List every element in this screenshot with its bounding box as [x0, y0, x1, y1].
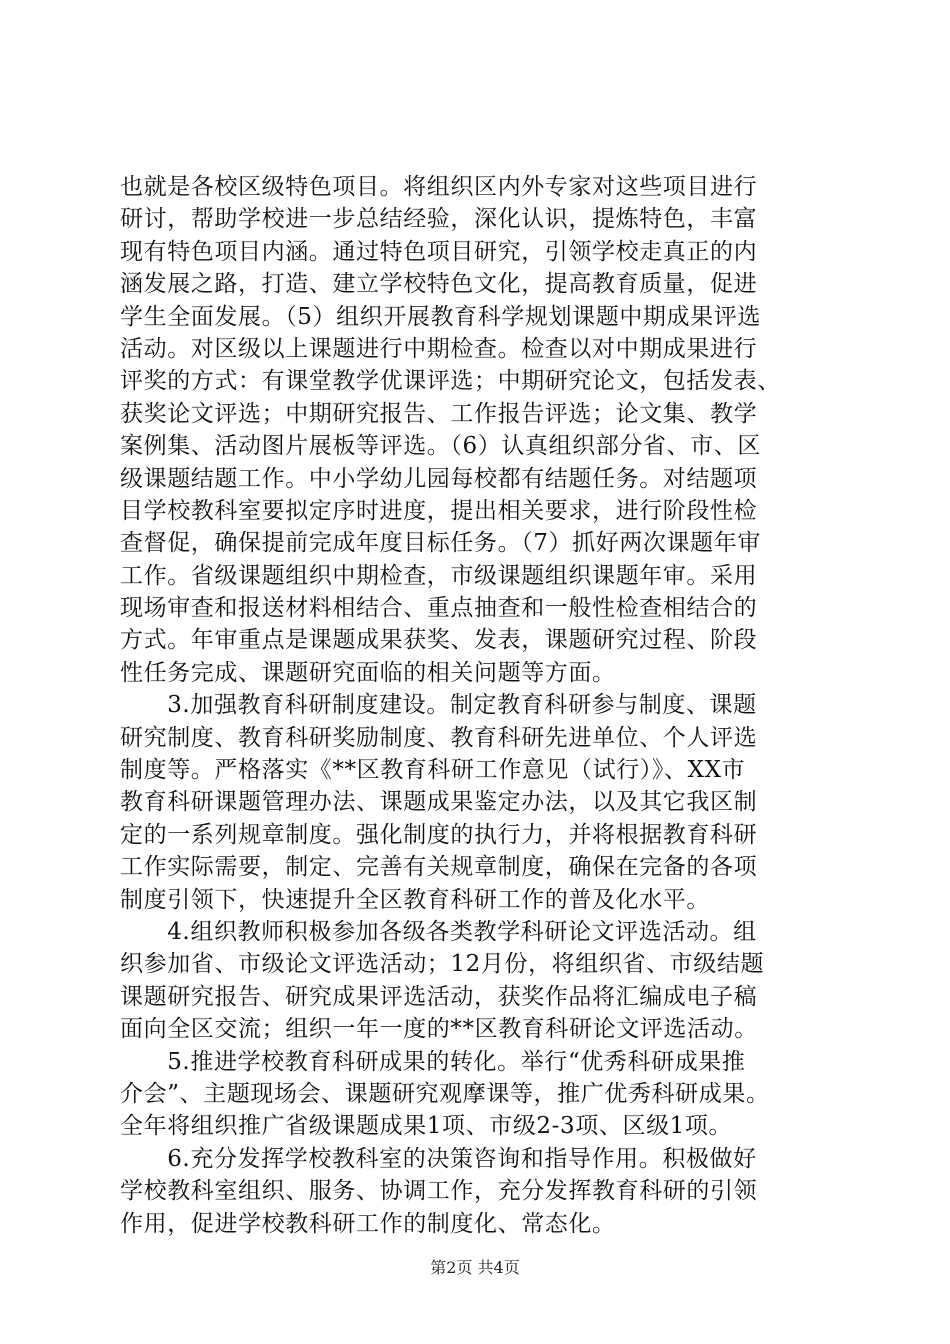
text-line: 定的一系列规章制度。强化制度的执行力，并将根据教育科研	[120, 821, 758, 848]
text-line: 研究制度、教育科研奖励制度、教育科研先进单位、个人评选	[120, 724, 758, 751]
text-line: 级课题结题工作。中小学幼儿园每校都有结题任务。对结题项	[120, 465, 758, 492]
text-line: 现有特色项目内涵。通过特色项目研究，引领学校走真正的内	[120, 238, 758, 265]
text-line: 方式。年审重点是课题成果获奖、发表，课题研究过程、阶段	[120, 627, 758, 654]
text-line: 4.组织教师积极参加各级各类教学科研论文评选活动。组	[120, 918, 757, 945]
text-line: 也就是各校区级特色项目。将组织区内外专家对这些项目进行	[120, 174, 758, 200]
text-line: 获奖论文评选；中期研究报告、工作报告评选；论文集、教学	[120, 400, 758, 427]
text-line: 制度引领下，快速提升全区教育科研工作的普及化水平。	[120, 886, 710, 913]
text-line: 5.推进学校教育科研成果的转化。举行“优秀科研成果推	[120, 1048, 746, 1075]
page-footer: 第2页 共4页	[430, 1258, 520, 1277]
text-line: 面向全区交流；组织一年一度的**区教育科研论文评选活动。	[120, 1016, 758, 1043]
text-line: 学生全面发展。（5）组织开展教育科学规划课题中期成果评选	[120, 303, 761, 330]
text-line: 介会”、主题现场会、课题研究观摩课等，推广优秀科研成果。	[120, 1080, 770, 1107]
text-line: 目学校教科室要拟定序时进度，提出相关要求，进行阶段性检	[120, 497, 758, 524]
text-line: 织参加省、市级论文评选活动；12月份，将组织省、市级结题	[120, 951, 765, 978]
text-line: 制度等。严格落实《**区教育科研工作意见（试行）》、XX市	[120, 757, 746, 784]
text-line: 工作实际需要，制定、完善有关规章制度，确保在完备的各项	[120, 854, 758, 881]
text-line: 课题研究报告、研究成果评选活动，获奖作品将汇编成电子稿	[120, 983, 758, 1010]
text-line: 活动。对区级以上课题进行中期检查。检查以对中期成果进行	[120, 335, 758, 362]
text-line: 教育科研课题管理办法、课题成果鉴定办法，以及其它我区制	[120, 789, 758, 816]
text-line: 性任务完成、课题研究面临的相关问题等方面。	[120, 659, 616, 686]
text-line: 全年将组织推广省级课题成果1项、市级2-3项、区级1项。	[120, 1113, 733, 1140]
text-line: 研讨，帮助学校进一步总结经验，深化认识，提炼特色，丰富	[120, 206, 758, 233]
text-line: 工作。省级课题组织中期检查，市级课题组织课题年审。采用	[120, 562, 758, 589]
text-line: 涵发展之路，打造、建立学校特色文化，提高教育质量，促进	[120, 271, 758, 298]
text-line: 学校教科室组织、服务、协调工作，充分发挥教育科研的引领	[120, 1178, 758, 1205]
text-line: 现场审查和报送材料相结合、重点抽查和一般性检查相结合的	[120, 595, 758, 622]
text-line: 查督促，确保提前完成年度目标任务。（7）抓好两次课题年审	[120, 530, 761, 557]
text-line: 评奖的方式：有课堂教学优课评选；中期研究论文，包括发表、	[120, 368, 781, 395]
text-line: 6.充分发挥学校教科室的决策咨询和指导作用。积极做好	[120, 1145, 757, 1172]
text-line: 3.加强教育科研制度建设。制定教育科研参与制度、课题	[120, 692, 757, 719]
body-text	[120, 171, 832, 1240]
text-line: 案例集、活动图片展板等评选。（6）认真组织部分省、市、区	[120, 433, 761, 460]
text-line: 作用，促进学校教科研工作的制度化、常态化。	[120, 1210, 616, 1237]
